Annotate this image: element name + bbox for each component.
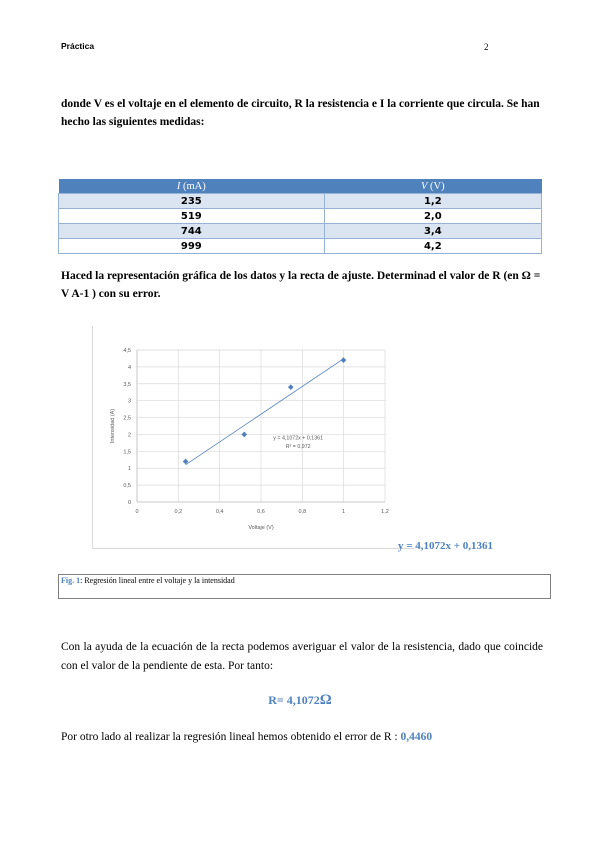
- error-paragraph: [61, 731, 432, 743]
- x-tick-label: 1: [342, 509, 346, 515]
- measurements-table: [58, 179, 542, 254]
- y-tick-label: 4: [127, 364, 131, 371]
- table-cell: 2,0: [324, 209, 541, 224]
- table-cell: 3,4: [324, 224, 541, 239]
- caption-label: Fig. 1: [61, 576, 81, 585]
- table-cell: 4,2: [324, 239, 541, 254]
- y-tick-label: 3: [127, 398, 131, 405]
- y-tick-label: 4,5: [123, 348, 131, 354]
- x-tick-label: 0: [135, 509, 139, 515]
- table-cell: 744: [59, 224, 325, 239]
- table-cell: 519: [59, 209, 325, 224]
- column-header-current: I (mA): [59, 179, 325, 194]
- table-row: [59, 194, 542, 209]
- data-point: [241, 432, 247, 438]
- y-tick-label: 0,5: [123, 483, 131, 490]
- y-tick-label: 1: [127, 466, 131, 473]
- table-cell: 235: [59, 194, 325, 209]
- regression-chart: [92, 326, 413, 548]
- table-cell: 1,2: [324, 194, 541, 209]
- page-number: 2: [484, 42, 489, 52]
- x-tick-label: 0,8: [298, 509, 307, 515]
- resistance-value: R= 4,1072: [268, 693, 320, 707]
- header-title: Práctica: [61, 41, 95, 51]
- chart-annotation-r2: R² = 0,972: [285, 443, 311, 450]
- ohm-unit: Ω: [319, 692, 332, 708]
- caption-text: : Regresión lineal entre el voltaje y la intensidad: [80, 576, 235, 585]
- regression-equation: y = 4,1072x + 0,1361: [398, 540, 494, 552]
- table-header-row: [59, 179, 542, 194]
- table-row: [59, 209, 542, 224]
- x-tick-label: 0,4: [215, 509, 224, 515]
- y-tick-label: 2: [127, 432, 131, 439]
- column-header-voltage: V (V): [324, 179, 541, 194]
- intro-paragraph: donde V es el voltaje en el elemento de circuito, R la resistencia e I la corriente que circula. Se han hecho las siguientes medidas:: [61, 98, 540, 128]
- x-tick-label: 0,6: [257, 509, 265, 515]
- conclusion-paragraph: Con la ayuda de la ecuación de la recta podemos averiguar el valor de la resistencia, dado que coincide con el valor de la pendiente de esta. Por tanto:: [61, 641, 543, 672]
- error-value: 0,4460: [400, 731, 433, 743]
- table-row: [59, 224, 542, 239]
- data-point: [341, 357, 347, 363]
- y-axis-title: Intensidad (A): [110, 408, 116, 444]
- resistance-result: [0, 692, 600, 709]
- table-cell: 999: [59, 239, 325, 254]
- table-row: [59, 239, 542, 254]
- figure-caption: [58, 574, 551, 599]
- x-tick-label: 1,2: [381, 509, 389, 515]
- y-tick-label: 3,5: [123, 381, 131, 388]
- error-text: Por otro lado al realizar la regresión lineal hemos obtenido el error de R :: [61, 731, 398, 743]
- x-tick-label: 0,2: [174, 509, 183, 515]
- x-axis-title: Voltaje (V): [248, 525, 274, 531]
- task-paragraph: Haced la representación gráfica de los datos y la recta de ajuste. Determinad el valor de R (en Ω = V A-1 ) con su error.: [61, 270, 541, 300]
- y-tick-label: 1,5: [123, 449, 131, 456]
- y-tick-label: 2,5: [123, 415, 131, 422]
- data-point: [288, 384, 294, 390]
- chart-annotation-equation: y = 4,1072x + 0,1361: [273, 435, 324, 442]
- trendline: [186, 359, 344, 465]
- y-tick-label: 0: [127, 500, 131, 506]
